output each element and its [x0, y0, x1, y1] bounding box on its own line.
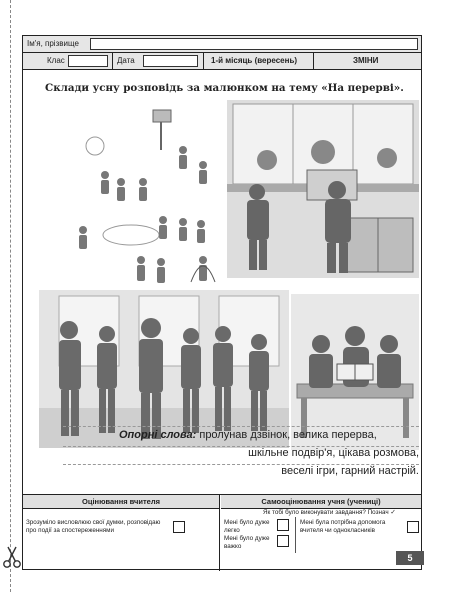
assessment-section: [23, 494, 421, 571]
keywords-label: Опорні слова:: [119, 429, 197, 441]
writing-line: [63, 426, 419, 427]
scissors-icon: [2, 545, 22, 569]
page-number: 5: [396, 551, 424, 565]
help-checkbox[interactable]: [407, 521, 419, 533]
divider: [313, 53, 314, 70]
divider: [295, 517, 296, 553]
teacher-assessment-title: Оцінювання вчителя: [23, 495, 219, 509]
corridor-illustration: [39, 290, 289, 448]
self-assessment-title: Самооцінювання учня (учениці): [221, 495, 421, 509]
header-row-meta: [23, 53, 421, 70]
teacher-checkbox[interactable]: [173, 521, 185, 533]
help-label: Мені була потрібна допомога вчителя чи однокласників: [300, 519, 386, 534]
teacher-criterion: Зрозуміло висловлюю свої думки, розповідаю про події за спостереженнями: [26, 519, 161, 534]
name-label: Ім'я, прізвище: [27, 39, 79, 48]
date-field[interactable]: [143, 55, 198, 67]
easy-label: Мені було дуже легко: [224, 519, 270, 534]
section-label: ЗМІНИ: [353, 56, 379, 65]
divider: [112, 53, 113, 70]
cut-line: [10, 0, 11, 592]
keywords-line-1: [119, 429, 377, 441]
name-field[interactable]: [90, 38, 418, 50]
header-row-name: [23, 36, 421, 53]
classroom-illustration: [227, 100, 419, 278]
playground-illustration: [43, 100, 223, 290]
class-label: Клас: [47, 56, 65, 65]
worksheet-frame: [22, 35, 422, 570]
keywords-text-1: пролунав дзвінок, велика перерва,: [199, 429, 377, 441]
hard-checkbox[interactable]: [277, 535, 289, 547]
keywords-text-2: шкільне подвір'я, цікава розмова,: [248, 447, 419, 459]
class-field[interactable]: [68, 55, 108, 67]
hard-label: Мені було дуже важко: [224, 535, 270, 550]
divider: [203, 53, 204, 70]
keywords-text-3: веселі ігри, гарний настрій.: [281, 465, 419, 477]
month-label: 1-й місяць (вересень): [211, 56, 298, 65]
date-label: Дата: [117, 56, 135, 65]
self-question: Як тобі було виконувати завдання? Познач ✓: [263, 509, 396, 516]
task-title: Склади усну розповідь за малюнком на тему «На перерві».: [45, 82, 404, 94]
easy-checkbox[interactable]: [277, 519, 289, 531]
